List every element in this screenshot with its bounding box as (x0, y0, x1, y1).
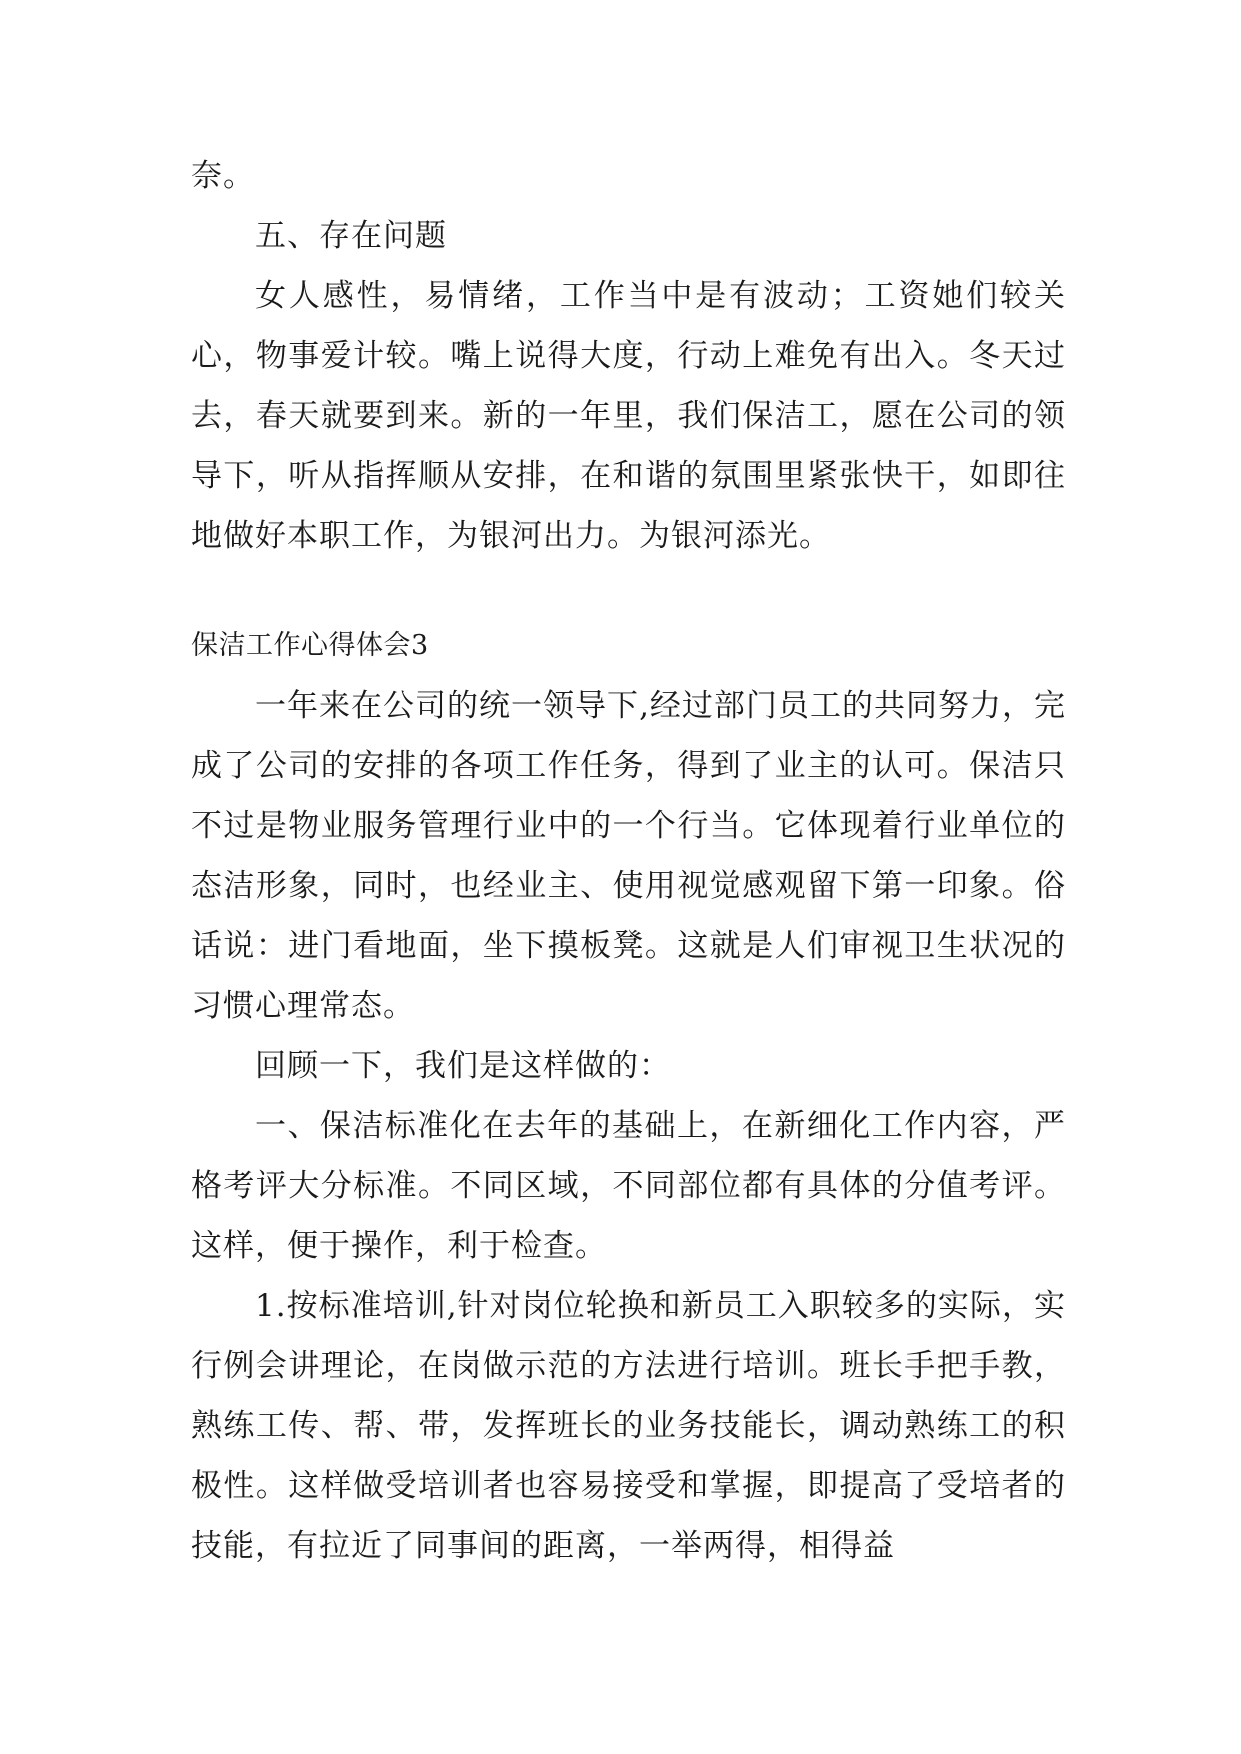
document-body-essay (191, 616, 1066, 1576)
paragraph-problems: 女人感性，易情绪，工作当中是有波动；工资她们较关心，物事爱计较。嘴上说得大度，行动上难免有出入。冬天过去，春天就要到来。新的一年里，我们保洁工，愿在公司的领导下，听从指挥顺从安排，在和谐的氛围里紧张快干，如即往地做好本职工作，为银河出力。为银河添光。 (191, 278, 1066, 554)
paragraph-review: 回顾一下，我们是这样做的： (255, 1048, 671, 1084)
paragraph-training: 1.按标准培训,针对岗位轮换和新员工入职较多的实际，实行例会讲理论，在岗做示范的方法进行培训。班长手把手教，熟练工传、帮、带，发挥班长的业务技能长，调动熟练工的积极性。这样做受培训者也容易接受和掌握，即提高了受培者的技能，有拉近了同事间的距离，一举两得，相得益 (191, 1288, 1066, 1564)
paragraph-intro: 一年来在公司的统一领导下,经过部门员工的共同努力，完成了公司的安排的各项工作任务，得到了业主的认可。保洁只不过是物业服务管理行业中的一个行当。它体现着行业单位的态洁形象，同时，也经业主、使用视觉感观留下第一印象。俗话说：进门看地面，坐下摸板凳。这就是人们审视卫生状况的习惯心理常态。 (191, 688, 1066, 1024)
continuation-text: 奈。 (191, 158, 255, 194)
paragraph-standard: 一、保洁标准化在去年的基础上，在新细化工作内容，严格考评大分标准。不同区域，不同部位都有具体的分值考评。这样，便于操作，利于检查。 (191, 1108, 1066, 1264)
document-body-top (191, 146, 1066, 566)
section-heading: 五、存在问题 (255, 218, 447, 254)
essay-title: 保洁工作心得体会3 (191, 630, 429, 661)
